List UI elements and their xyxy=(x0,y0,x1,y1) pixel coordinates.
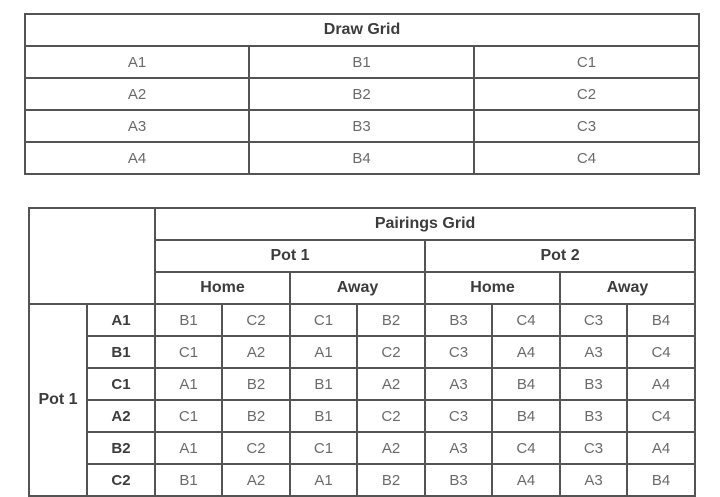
pairing-cell: C3 xyxy=(425,400,492,432)
draw-grid-cell: B1 xyxy=(249,46,474,78)
table-row xyxy=(25,14,699,46)
draw-grid-cell: A4 xyxy=(25,142,249,174)
table-row xyxy=(29,208,695,240)
pairing-cell: B1 xyxy=(290,400,357,432)
pot1-away-header: Away xyxy=(290,272,425,304)
corner-empty-cell xyxy=(29,208,155,304)
pot1-row-group-label: Pot 1 xyxy=(29,304,87,496)
draw-grid xyxy=(24,13,700,175)
pot1-home-header: Home xyxy=(155,272,290,304)
pairing-cell: C4 xyxy=(627,336,695,368)
pairing-cell: C1 xyxy=(155,400,222,432)
pairing-cell: B4 xyxy=(492,368,560,400)
row-label: C1 xyxy=(87,368,155,400)
pairing-cell: B2 xyxy=(357,304,425,336)
pairing-cell: A3 xyxy=(425,368,492,400)
pairing-cell: C3 xyxy=(425,336,492,368)
pot2-home-header: Home xyxy=(425,272,560,304)
pairing-cell: A2 xyxy=(357,432,425,464)
pairing-cell: B3 xyxy=(560,400,627,432)
pairings-grid xyxy=(28,207,696,497)
pairing-cell: B2 xyxy=(222,400,290,432)
pairing-cell: C3 xyxy=(560,432,627,464)
pairing-cell: A4 xyxy=(492,464,560,496)
pairing-cell: A1 xyxy=(290,464,357,496)
pairing-cell: C2 xyxy=(222,432,290,464)
pot2-column-header: Pot 2 xyxy=(425,240,695,272)
row-label: C2 xyxy=(87,464,155,496)
pot2-away-header: Away xyxy=(560,272,695,304)
pairing-cell: B4 xyxy=(492,400,560,432)
pairing-cell: B3 xyxy=(560,368,627,400)
pairing-cell: C1 xyxy=(290,304,357,336)
table-row xyxy=(29,368,695,400)
draw-grid-cell: B3 xyxy=(249,110,474,142)
pairing-cell: A3 xyxy=(425,432,492,464)
pairing-cell: C1 xyxy=(155,336,222,368)
pairing-cell: B3 xyxy=(425,464,492,496)
pairing-cell: C4 xyxy=(627,400,695,432)
draw-grid-cell: B4 xyxy=(249,142,474,174)
pairing-cell: A2 xyxy=(222,336,290,368)
table-row xyxy=(25,110,699,142)
pairing-cell: A1 xyxy=(290,336,357,368)
pairing-cell: C4 xyxy=(492,432,560,464)
table-row xyxy=(25,142,699,174)
draw-grid-cell: A2 xyxy=(25,78,249,110)
pairing-cell: A1 xyxy=(155,432,222,464)
draw-grid-cell: C4 xyxy=(474,142,699,174)
pairing-cell: B4 xyxy=(627,464,695,496)
pairing-cell: B2 xyxy=(357,464,425,496)
pairing-cell: A3 xyxy=(560,464,627,496)
table-row xyxy=(29,336,695,368)
pairing-cell: A2 xyxy=(222,464,290,496)
draw-grid-table xyxy=(24,13,700,175)
table-row xyxy=(29,304,695,336)
pairing-cell: A1 xyxy=(155,368,222,400)
draw-grid-cell: A3 xyxy=(25,110,249,142)
pairing-cell: B1 xyxy=(290,368,357,400)
table-row xyxy=(29,400,695,432)
row-label: B1 xyxy=(87,336,155,368)
pairing-cell: B2 xyxy=(222,368,290,400)
pairing-cell: B4 xyxy=(627,304,695,336)
pairing-cell: A4 xyxy=(627,368,695,400)
pairing-cell: C2 xyxy=(357,400,425,432)
pairings-grid-title: Pairings Grid xyxy=(155,208,695,240)
draw-grid-title: Draw Grid xyxy=(25,14,699,46)
pairing-cell: C3 xyxy=(560,304,627,336)
pairing-cell: A4 xyxy=(492,336,560,368)
pairings-grid-table xyxy=(28,207,696,497)
draw-grid-cell: A1 xyxy=(25,46,249,78)
draw-grid-cell: C3 xyxy=(474,110,699,142)
row-label: A1 xyxy=(87,304,155,336)
row-label: B2 xyxy=(87,432,155,464)
pairing-cell: C4 xyxy=(492,304,560,336)
pairing-cell: C2 xyxy=(222,304,290,336)
table-row xyxy=(25,78,699,110)
pairing-cell: B1 xyxy=(155,464,222,496)
row-label: A2 xyxy=(87,400,155,432)
pairing-cell: A2 xyxy=(357,368,425,400)
pairing-cell: B3 xyxy=(425,304,492,336)
pairing-cell: B1 xyxy=(155,304,222,336)
draw-grid-cell: B2 xyxy=(249,78,474,110)
table-row xyxy=(25,46,699,78)
pairing-cell: C2 xyxy=(357,336,425,368)
table-row xyxy=(29,464,695,496)
pairing-cell: A3 xyxy=(560,336,627,368)
pairing-cell: C1 xyxy=(290,432,357,464)
table-row xyxy=(29,432,695,464)
pot1-column-header: Pot 1 xyxy=(155,240,425,272)
pairing-cell: A4 xyxy=(627,432,695,464)
draw-grid-cell: C2 xyxy=(474,78,699,110)
draw-grid-cell: C1 xyxy=(474,46,699,78)
